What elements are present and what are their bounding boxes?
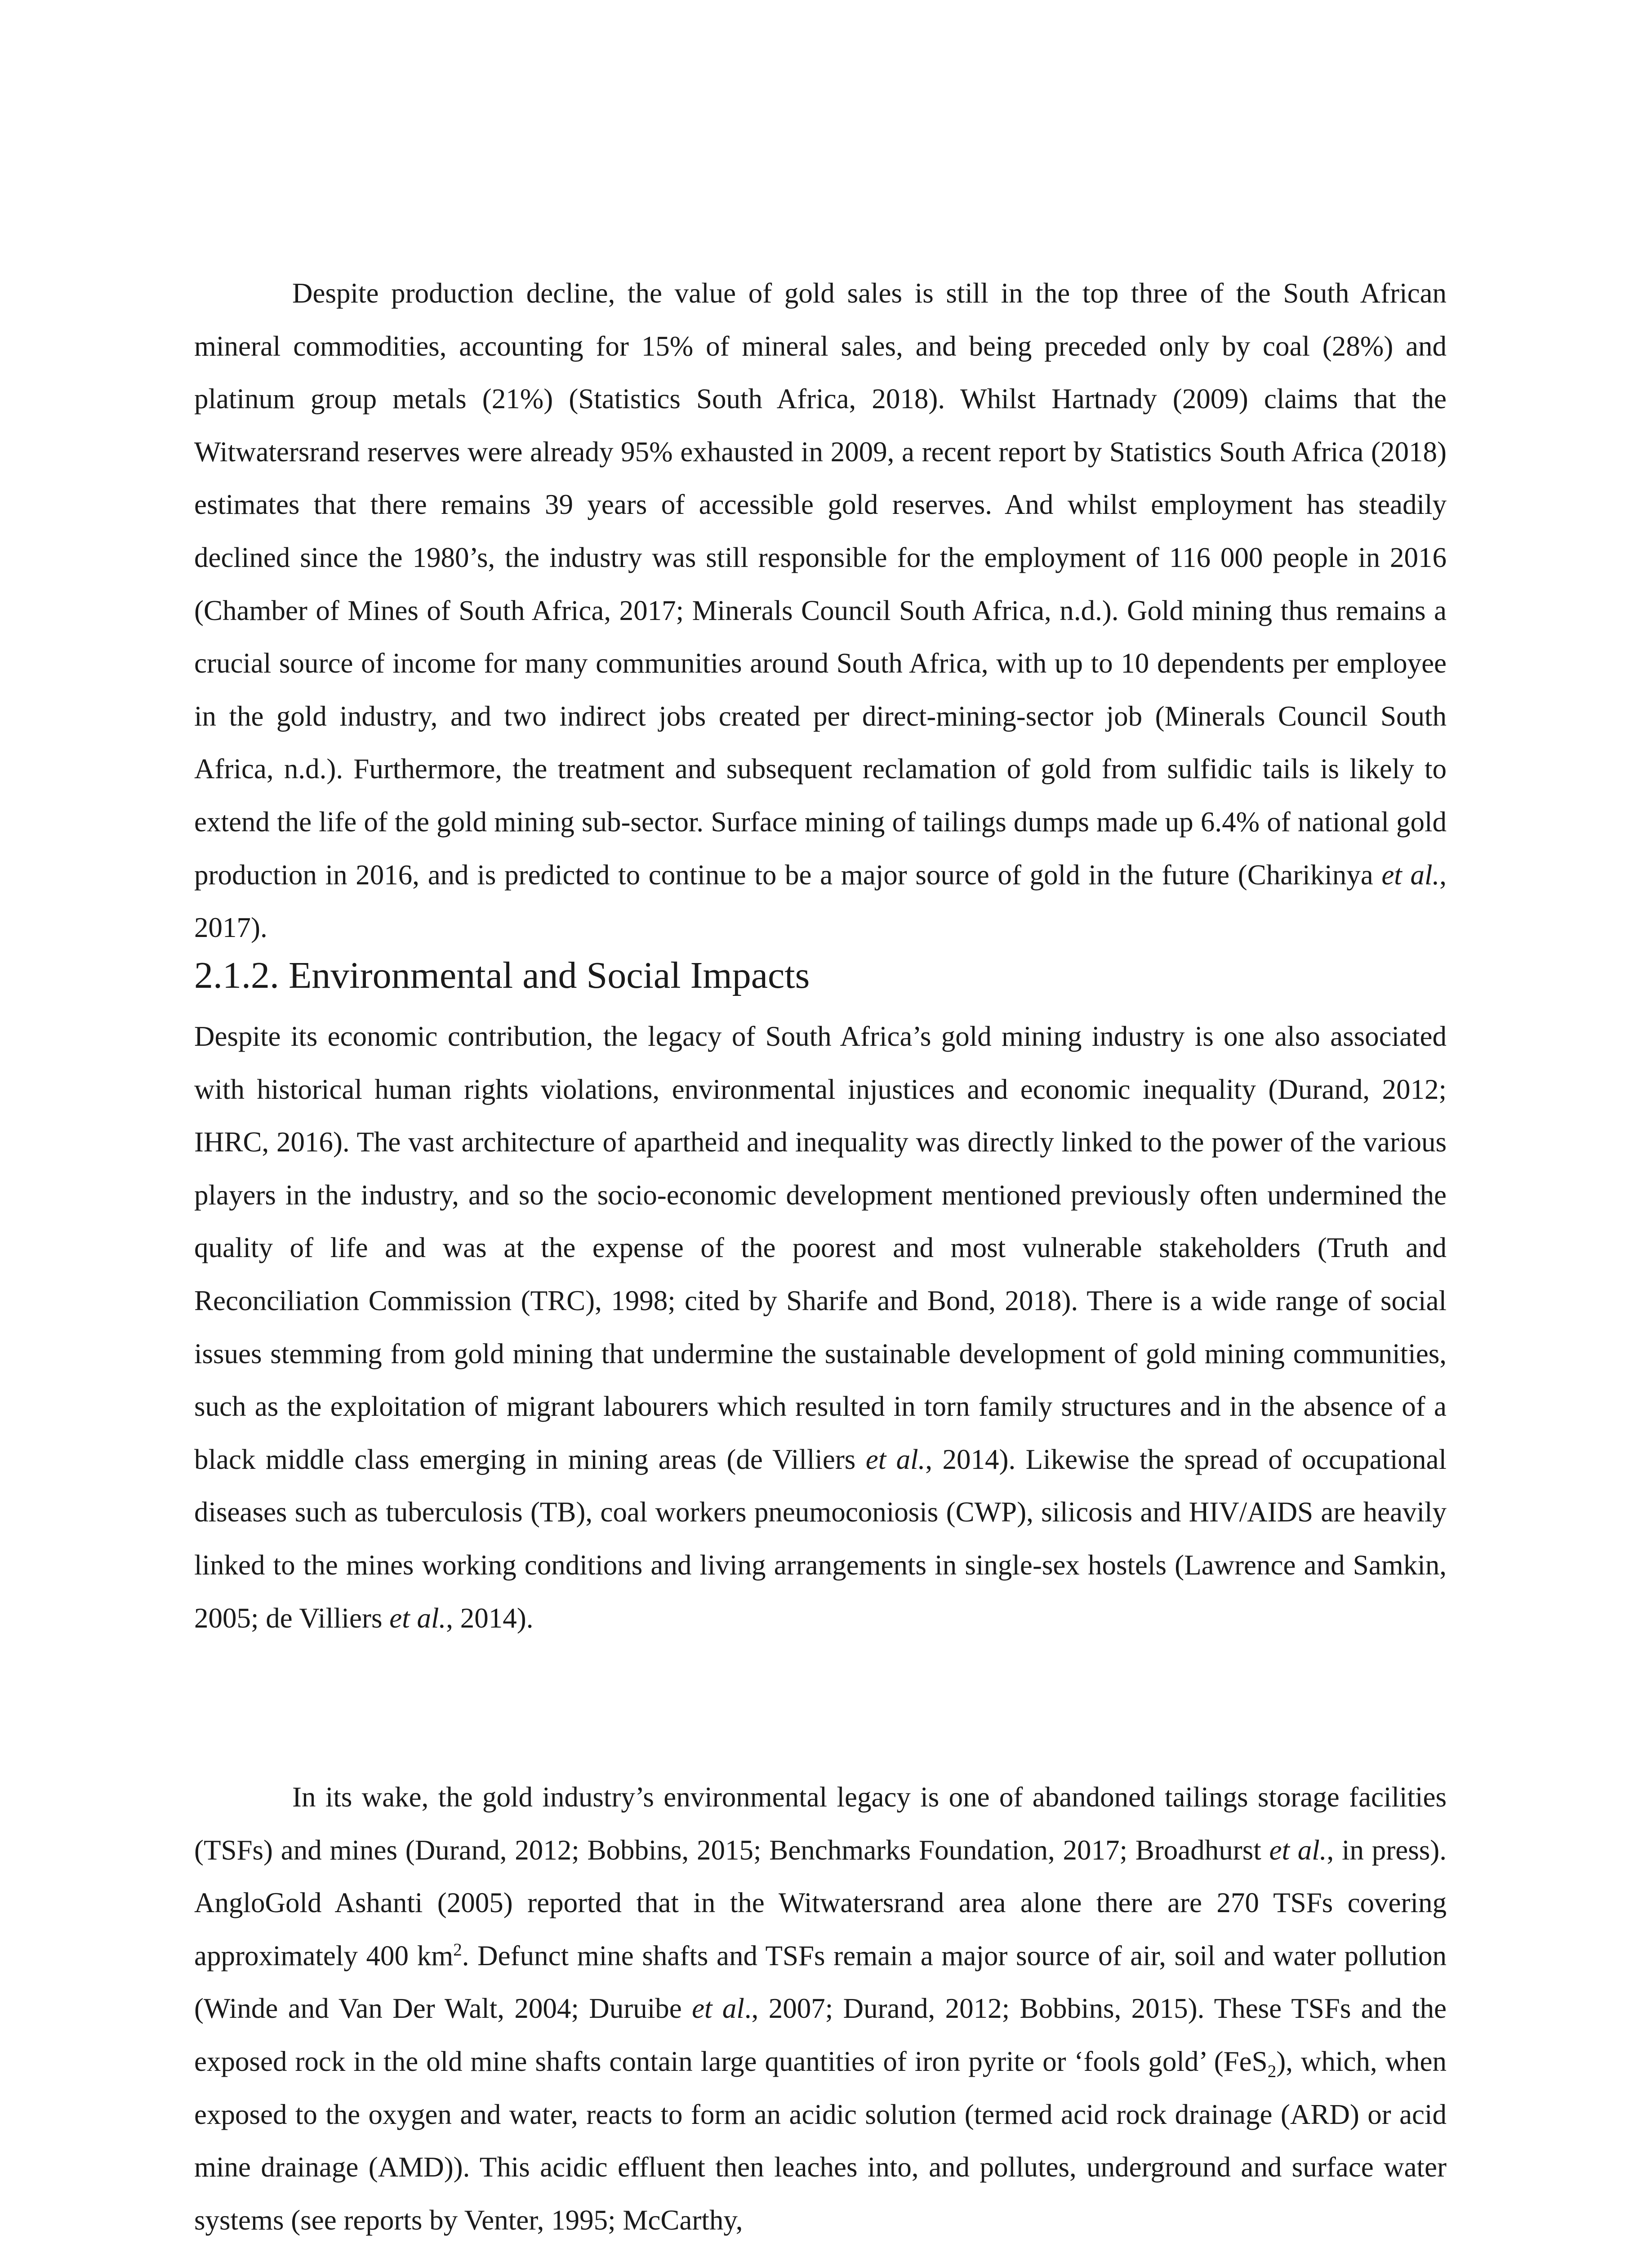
paragraph-gold-sales: [194, 267, 1447, 955]
text-run: ), which, when exposed to the oxygen and water, reacts to form an acidic solution (termed acid rock drainage (ARD) or acid mine drainage (AMD)). This acidic effluent then leaches into, and pollutes, underground and surface water systems (see reports by Venter, 1995; McCarthy,: [194, 2045, 1447, 2236]
text-run: et al: [692, 1993, 744, 2025]
text-run: , 2014). Likewise the spread of occupational diseases such as tuberculosis (TB), coal workers pneumoconiosis (CWP), silicosis and HIV/AIDS are heavily linked to the mines working conditions and living arrangements in single-sex hostels (Lawrence and Samkin, 2005; de Villiers: [194, 1443, 1447, 1634]
text-run: 2: [453, 1940, 462, 1959]
text-run: 2: [1267, 2061, 1277, 2081]
paragraph-social-impacts: [194, 1010, 1447, 1645]
text-run: , 2014).: [446, 1602, 534, 1634]
section-heading: 2.1.2. Environmental and Social Impacts: [194, 955, 810, 996]
text-run: ., 2007; Durand, 2012; Bobbins, 2015). These TSFs and the exposed rock in the old mine shafts contain large quantities of iron pyrite or ‘fools gold’ (FeS: [194, 1993, 1447, 2077]
text-run: Despite production decline, the value of gold sales is still in the top three of the South African mineral commodities, accounting for 15% of mineral sales, and being preceded only by coal (28%) and platinum group metals (21%) (Statistics South Africa, 2018). Whilst Hartnady (2009) claims that the Witwatersrand reserves were already 95% exhausted in 2009, a recent report by Statistics South Africa (2018) estimates that there remains 39 years of accessible gold reserves. And whilst employment has steadily declined since the 1980’s, the industry was still responsible for the employment of 116 000 people in 2016 (Chamber of Mines of South Africa, 2017; Minerals Council South Africa, n.d.). Gold mining thus remains a crucial source of income for many communities around South Africa, with up to 10 dependents per employee in the gold industry, and two indirect jobs created per direct-mining-sector job (Minerals Council South Africa, n.d.). Furthermore, the treatment and subsequent reclamation of gold from sulfidic tails is likely to extend the life of the gold mining sub-sector. Surface mining of tailings dumps made up 6.4% of national gold production in 2016, and is predicted to continue to be a major source of gold in the future (Charikinya: [194, 277, 1447, 891]
text-run: Despite its economic contribution, the legacy of South Africa’s gold mining industry is one also associated with historical human rights violations, environmental injustices and economic inequality (Durand, 2012; IHRC, 2016). The vast architecture of apartheid and inequality was directly linked to the power of the various players in the industry, and so the socio-economic development mentioned previously often undermined the quality of life and was at the expense of the poorest and most vulnerable stakeholders (Truth and Reconciliation Commission (TRC), 1998; cited by Sharife and Bond, 2018). There is a wide range of social issues stemming from gold mining that undermine the sustainable development of gold mining communities, such as the exploitation of migrant labourers which resulted in torn family structures and in the absence of a black middle class emerging in mining areas (de Villiers: [194, 1021, 1447, 1475]
text-run: , in press). AngloGold Ashanti (2005) reported that in the Witwatersrand area alone there are 270 TSFs covering approximately 400 km: [194, 1834, 1447, 1971]
paragraph-environmental-legacy: [194, 1771, 1447, 2247]
text-run: et al.: [1269, 1834, 1327, 1866]
text-run: , 2017).: [194, 859, 1447, 944]
text-run: . Defunct mine shafts and TSFs remain a major source of air, soil and water pollution (Winde and Van Der Walt, 2004; Duruibe: [194, 1940, 1447, 2025]
text-run: In its wake, the gold industry’s environmental legacy is one of abandoned tailings storage facilities (TSFs) and mines (Durand, 2012; Bobbins, 2015; Benchmarks Foundation, 2017; Broadhurst: [194, 1781, 1447, 1866]
text-run: et al.: [1381, 859, 1440, 891]
text-run: et al.: [389, 1602, 446, 1634]
text-run: et al.: [865, 1443, 926, 1475]
